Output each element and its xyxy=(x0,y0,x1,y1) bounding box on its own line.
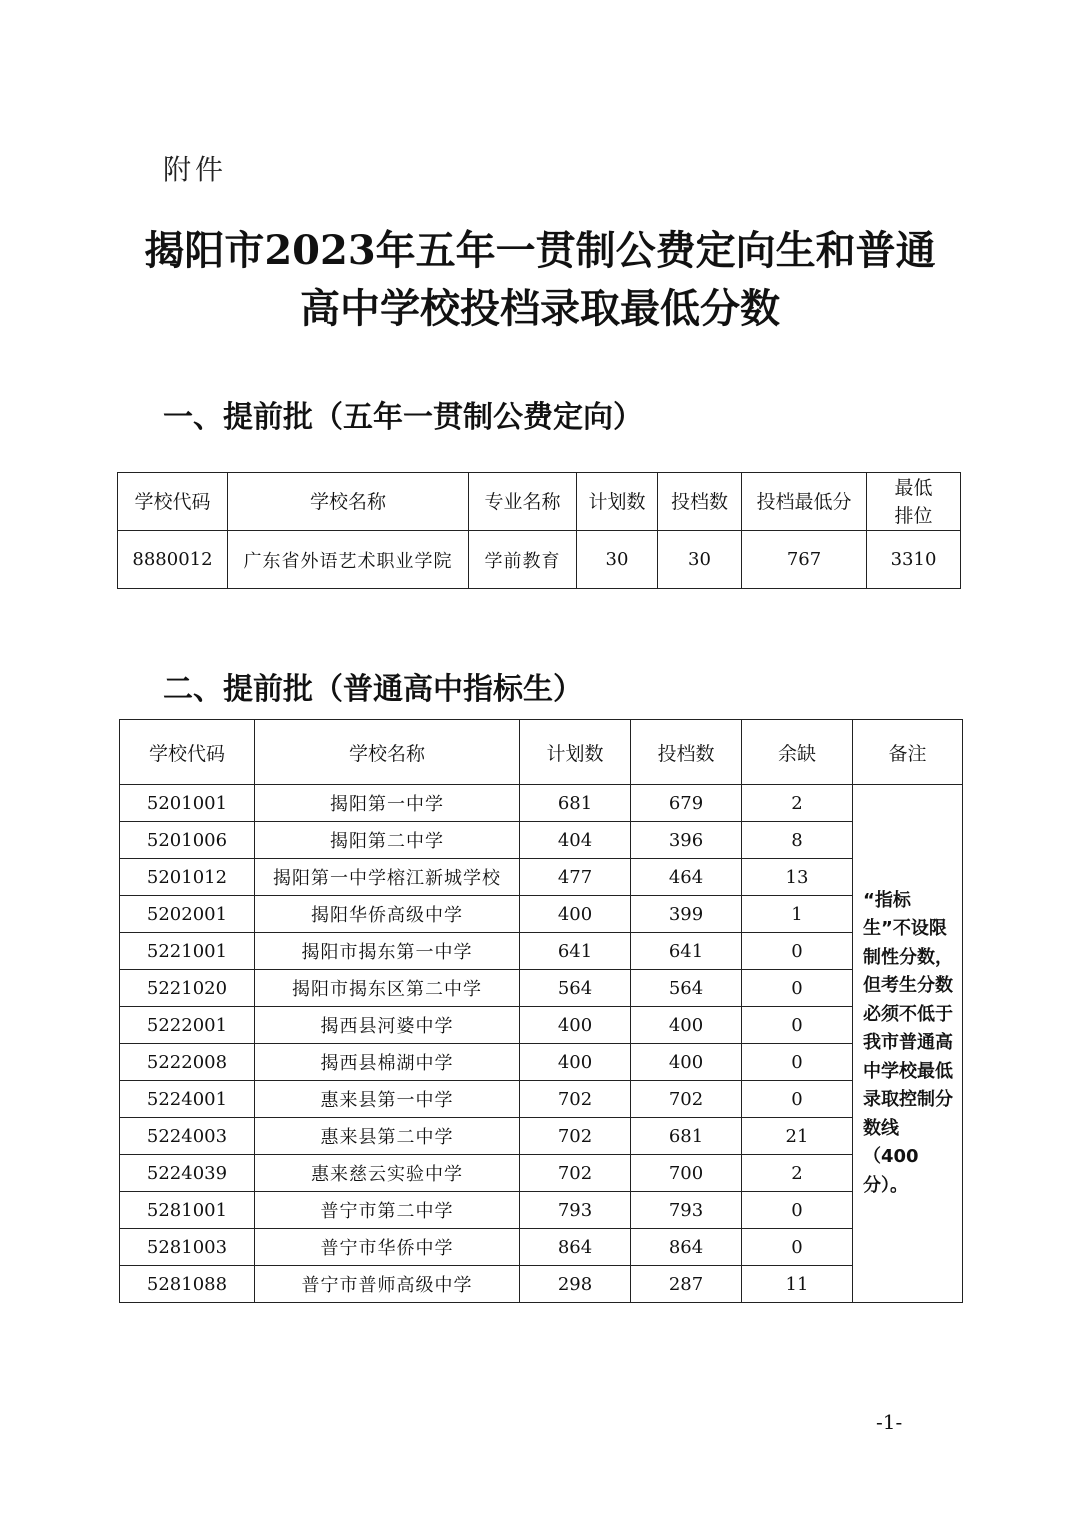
cell-plan: 477 xyxy=(520,859,631,896)
note-cell: “指标生”不设限制性分数，但考生分数必须不低于我市普通高中学校最低录取控制分数线（400分）。 xyxy=(853,785,963,1303)
table-row xyxy=(120,859,963,896)
cell-name: 揭阳第二中学 xyxy=(255,822,520,859)
cell-shortfall: 2 xyxy=(742,785,853,822)
cell-code: 5221001 xyxy=(120,933,255,970)
cell-code: 5202001 xyxy=(120,896,255,933)
cell-name: 广东省外语艺术职业学院 xyxy=(228,531,469,589)
cell-name: 揭阳市揭东第一中学 xyxy=(255,933,520,970)
header-filed: 投档数 xyxy=(658,473,742,531)
cell-filed: 702 xyxy=(631,1081,742,1118)
table-row xyxy=(120,1229,963,1266)
title-line-1: 揭阳市2023年五年一贯制公费定向生和普通 xyxy=(144,227,936,274)
header-code: 学校代码 xyxy=(120,720,255,785)
header-code: 学校代码 xyxy=(118,473,228,531)
table-row xyxy=(120,1118,963,1155)
cell-shortfall: 1 xyxy=(742,896,853,933)
table-row xyxy=(120,1192,963,1229)
header-name: 学校名称 xyxy=(255,720,520,785)
cell-code: 5222008 xyxy=(120,1044,255,1081)
cell-name: 普宁市普师高级中学 xyxy=(255,1266,520,1303)
section2-table xyxy=(119,719,963,1303)
cell-name: 惠来慈云实验中学 xyxy=(255,1155,520,1192)
cell-plan: 864 xyxy=(520,1229,631,1266)
cell-name: 揭西县棉湖中学 xyxy=(255,1044,520,1081)
cell-filed: 681 xyxy=(631,1118,742,1155)
cell-shortfall: 0 xyxy=(742,1007,853,1044)
table-row xyxy=(120,896,963,933)
cell-min-score: 767 xyxy=(742,531,867,589)
document-title xyxy=(100,222,980,338)
cell-filed: 864 xyxy=(631,1229,742,1266)
cell-filed: 700 xyxy=(631,1155,742,1192)
cell-code: 5281003 xyxy=(120,1229,255,1266)
header-shortfall: 余缺 xyxy=(742,720,853,785)
header-filed: 投档数 xyxy=(631,720,742,785)
cell-shortfall: 2 xyxy=(742,1155,853,1192)
cell-plan: 702 xyxy=(520,1081,631,1118)
cell-shortfall: 0 xyxy=(742,1192,853,1229)
table-row xyxy=(120,1155,963,1192)
section2-heading: 二、提前批（普通高中指标生） xyxy=(163,672,583,707)
cell-major: 学前教育 xyxy=(469,531,577,589)
cell-filed: 641 xyxy=(631,933,742,970)
cell-plan: 400 xyxy=(520,1044,631,1081)
cell-plan: 400 xyxy=(520,896,631,933)
cell-shortfall: 21 xyxy=(742,1118,853,1155)
header-min-rank-line1: 最低 xyxy=(894,476,933,499)
cell-plan: 298 xyxy=(520,1266,631,1303)
cell-code: 5224001 xyxy=(120,1081,255,1118)
section2-header-row xyxy=(120,720,963,785)
cell-name: 揭西县河婆中学 xyxy=(255,1007,520,1044)
section1-row xyxy=(118,531,961,589)
cell-shortfall: 13 xyxy=(742,859,853,896)
cell-name: 普宁市华侨中学 xyxy=(255,1229,520,1266)
cell-shortfall: 0 xyxy=(742,933,853,970)
header-min-score: 投档最低分 xyxy=(742,473,867,531)
header-major: 专业名称 xyxy=(469,473,577,531)
section1-table xyxy=(117,472,961,589)
attachment-label: 附件 xyxy=(163,153,228,186)
cell-code: 5201001 xyxy=(120,785,255,822)
cell-filed: 287 xyxy=(631,1266,742,1303)
cell-plan: 681 xyxy=(520,785,631,822)
cell-name: 惠来县第一中学 xyxy=(255,1081,520,1118)
cell-filed: 396 xyxy=(631,822,742,859)
header-note: 备注 xyxy=(853,720,963,785)
cell-filed: 564 xyxy=(631,970,742,1007)
table-row xyxy=(120,933,963,970)
cell-shortfall: 0 xyxy=(742,970,853,1007)
cell-code: 5281088 xyxy=(120,1266,255,1303)
page-number: -1- xyxy=(876,1410,903,1434)
cell-filed: 399 xyxy=(631,896,742,933)
cell-shortfall: 0 xyxy=(742,1229,853,1266)
cell-plan: 30 xyxy=(577,531,658,589)
header-min-rank-line2: 排位 xyxy=(894,504,933,527)
header-min-rank xyxy=(867,473,961,531)
table-row xyxy=(120,1081,963,1118)
section1-header-row xyxy=(118,473,961,531)
cell-filed: 679 xyxy=(631,785,742,822)
cell-plan: 400 xyxy=(520,1007,631,1044)
cell-name: 揭阳第一中学 xyxy=(255,785,520,822)
cell-plan: 564 xyxy=(520,970,631,1007)
cell-filed: 464 xyxy=(631,859,742,896)
table-row xyxy=(120,1044,963,1081)
cell-shortfall: 8 xyxy=(742,822,853,859)
cell-plan: 641 xyxy=(520,933,631,970)
cell-filed: 400 xyxy=(631,1044,742,1081)
cell-name: 普宁市第二中学 xyxy=(255,1192,520,1229)
table-row xyxy=(120,822,963,859)
cell-filed: 400 xyxy=(631,1007,742,1044)
section1-heading: 一、提前批（五年一贯制公费定向） xyxy=(163,400,643,435)
cell-shortfall: 0 xyxy=(742,1044,853,1081)
table-row xyxy=(120,970,963,1007)
cell-code: 5224039 xyxy=(120,1155,255,1192)
cell-name: 揭阳第一中学榕江新城学校 xyxy=(255,859,520,896)
cell-shortfall: 0 xyxy=(742,1081,853,1118)
cell-filed: 793 xyxy=(631,1192,742,1229)
cell-plan: 793 xyxy=(520,1192,631,1229)
cell-code: 5222001 xyxy=(120,1007,255,1044)
cell-name: 惠来县第二中学 xyxy=(255,1118,520,1155)
header-plan: 计划数 xyxy=(520,720,631,785)
cell-min-rank: 3310 xyxy=(867,531,961,589)
cell-code: 5224003 xyxy=(120,1118,255,1155)
table-row xyxy=(120,1266,963,1303)
cell-plan: 702 xyxy=(520,1118,631,1155)
header-plan: 计划数 xyxy=(577,473,658,531)
cell-code: 5201012 xyxy=(120,859,255,896)
cell-filed: 30 xyxy=(658,531,742,589)
header-name: 学校名称 xyxy=(228,473,469,531)
cell-name: 揭阳市揭东区第二中学 xyxy=(255,970,520,1007)
cell-code: 5201006 xyxy=(120,822,255,859)
cell-code: 5281001 xyxy=(120,1192,255,1229)
title-line-2: 高中学校投档录取最低分数 xyxy=(300,285,780,332)
cell-code: 8880012 xyxy=(118,531,228,589)
cell-plan: 404 xyxy=(520,822,631,859)
table-row xyxy=(120,1007,963,1044)
table-row xyxy=(120,785,963,822)
cell-shortfall: 11 xyxy=(742,1266,853,1303)
cell-name: 揭阳华侨高级中学 xyxy=(255,896,520,933)
cell-code: 5221020 xyxy=(120,970,255,1007)
cell-plan: 702 xyxy=(520,1155,631,1192)
